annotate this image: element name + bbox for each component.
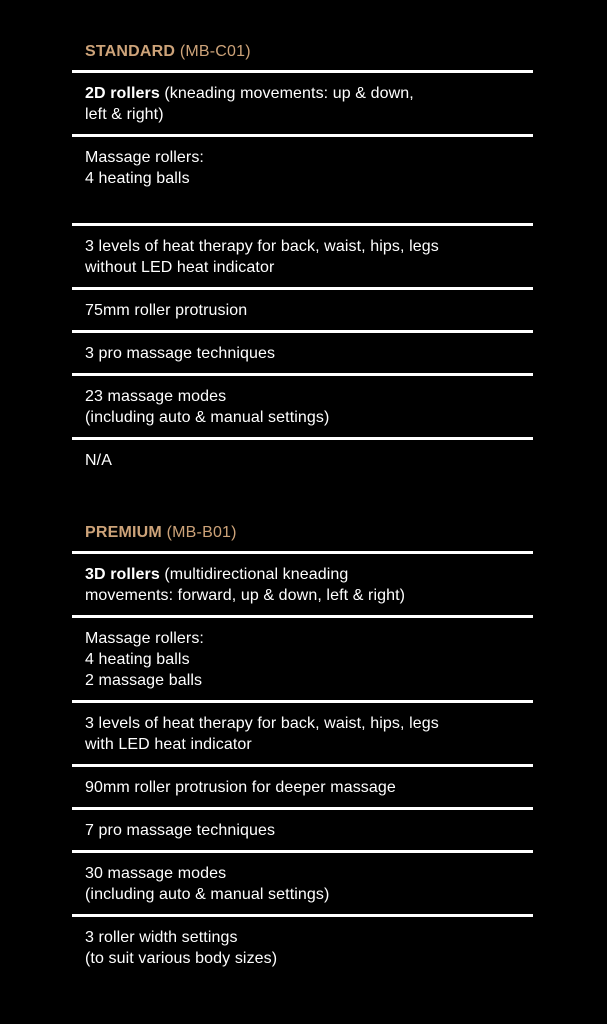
feature-line (85, 777, 520, 798)
feature-row (72, 850, 533, 914)
feature-line (85, 863, 520, 884)
feature-line (85, 236, 520, 257)
feature-line (85, 83, 520, 104)
feature-line (85, 147, 520, 168)
feature-line (85, 670, 520, 691)
section-title: PREMIUM (85, 524, 162, 541)
feature-text: (to suit various body sizes) (85, 950, 278, 967)
feature-text: 3 roller width settings (85, 929, 238, 946)
feature-text: 4 heating balls (85, 170, 190, 187)
premium-section-header (72, 524, 533, 542)
section-model-code: (MB-C01) (179, 43, 251, 60)
feature-row (72, 287, 533, 330)
feature-text-bold: 2D rollers (85, 85, 160, 102)
feature-row (72, 70, 533, 134)
feature-line (85, 104, 520, 125)
feature-row (72, 551, 533, 615)
feature-line (85, 257, 520, 278)
feature-text: without LED heat indicator (85, 259, 275, 276)
feature-line (85, 649, 520, 670)
section-model-code: (MB-B01) (166, 524, 237, 541)
feature-text: N/A (85, 452, 112, 469)
feature-text-bold: 3D rollers (85, 566, 160, 583)
feature-text: (kneading movements: up & down, (159, 85, 414, 102)
feature-line (85, 948, 520, 969)
feature-text: Massage rollers: (85, 149, 204, 166)
feature-row (72, 764, 533, 807)
feature-line (85, 734, 520, 755)
feature-text: 30 massage modes (85, 865, 227, 882)
feature-text: with LED heat indicator (85, 736, 252, 753)
feature-line (85, 820, 520, 841)
feature-row (72, 615, 533, 700)
feature-text: left & right) (85, 106, 164, 123)
feature-line (85, 585, 520, 606)
feature-line (85, 450, 520, 471)
feature-text: movements: forward, up & down, left & right) (85, 587, 406, 604)
feature-text: (including auto & manual settings) (85, 886, 330, 903)
standard-section (72, 43, 533, 480)
standard-feature-rows (72, 70, 533, 480)
feature-text: (including auto & manual settings) (85, 409, 330, 426)
feature-text: 2 massage balls (85, 672, 203, 689)
feature-line (85, 407, 520, 428)
feature-text: 4 heating balls (85, 651, 190, 668)
standard-section-header (72, 43, 533, 61)
feature-text: 75mm roller protrusion (85, 302, 248, 319)
feature-text: 90mm roller protrusion for deeper massage (85, 779, 396, 796)
feature-row (72, 330, 533, 373)
premium-feature-rows (72, 551, 533, 978)
premium-section (72, 524, 533, 978)
feature-row (72, 223, 533, 287)
feature-line (85, 628, 520, 649)
section-title: STANDARD (85, 43, 176, 60)
feature-line (85, 927, 520, 948)
feature-line (85, 386, 520, 407)
feature-line (85, 168, 520, 189)
feature-line (85, 300, 520, 321)
feature-line (85, 564, 520, 585)
feature-line (85, 713, 520, 734)
feature-row (72, 700, 533, 764)
feature-text: 7 pro massage techniques (85, 822, 276, 839)
feature-text: Massage rollers: (85, 630, 204, 647)
feature-text: 23 massage modes (85, 388, 227, 405)
feature-row (72, 914, 533, 978)
feature-row (72, 134, 533, 223)
feature-row (72, 373, 533, 437)
feature-line (85, 343, 520, 364)
feature-text: 3 pro massage techniques (85, 345, 276, 362)
feature-text: 3 levels of heat therapy for back, waist, hips, legs (85, 715, 439, 732)
feature-row (72, 807, 533, 850)
feature-text: (multidirectional kneading (159, 566, 349, 583)
feature-row (72, 437, 533, 480)
feature-line (85, 884, 520, 905)
feature-text: 3 levels of heat therapy for back, waist, hips, legs (85, 238, 439, 255)
